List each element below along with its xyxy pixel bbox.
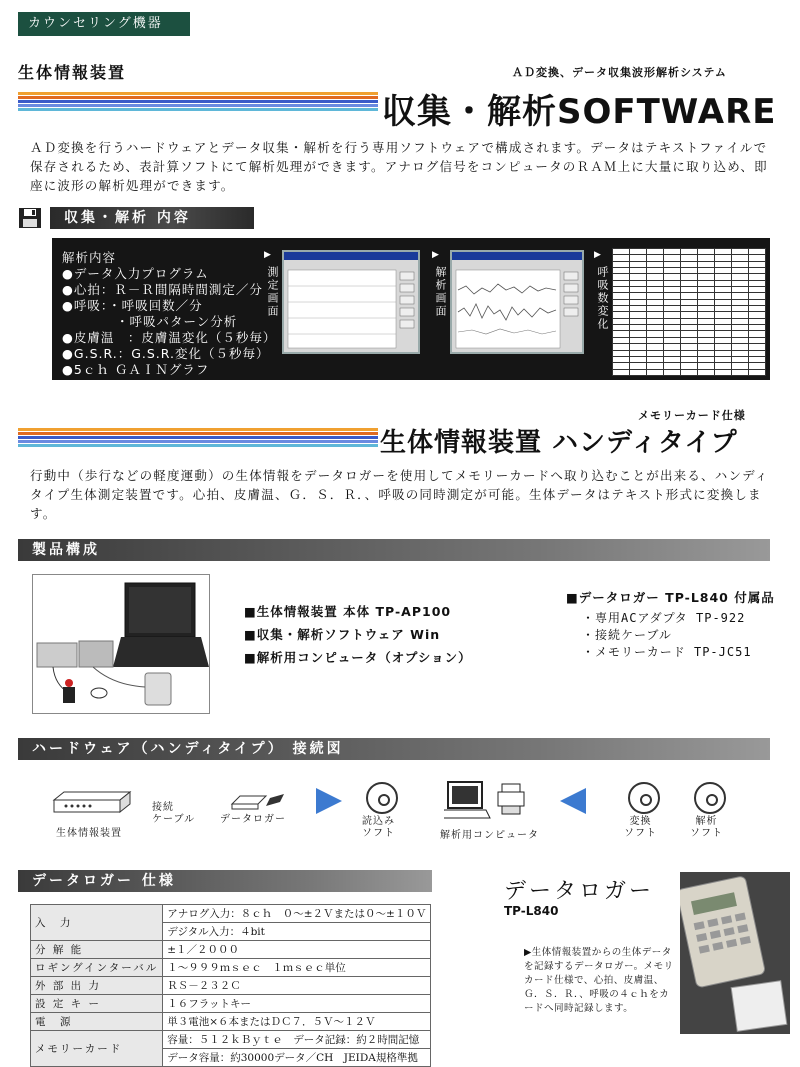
spec-key: 外 部 出 力 (31, 977, 163, 995)
label-resp-change: 呼吸数変化 (596, 266, 609, 331)
spec-value: ＲＳ－２３２Ｃ (163, 977, 431, 995)
play-arrow-icon: ▶ (432, 250, 439, 260)
spec-value: １６フラットキー (163, 995, 431, 1013)
spec-key: 電 源 (31, 1013, 163, 1031)
spec-value: ±１／２０００ (163, 941, 431, 959)
spec-value: アナログ入力：８ｃｈ ０～±２Ｖまたは０～±１０Ｖ (163, 905, 431, 923)
spec-row (31, 1013, 431, 1031)
analysis-list (62, 250, 276, 378)
analysis-screenshot (450, 250, 584, 354)
analysis-list-item: ●呼吸：・呼吸回数／分 (62, 298, 203, 313)
spec-value: デジタル入力：４bit (163, 923, 431, 941)
logger-description: ▶生体情報装置からの生体データを記録するデータロガー。メモリカード仕様で、心拍、皮膚温、Ｇ．Ｓ．Ｒ．、呼吸の４ｃｈをカードへ同時記録します。 (524, 947, 674, 1014)
spec-key: 設 定 キ ー (31, 995, 163, 1013)
read-soft-label: 読込み ソフト (362, 816, 395, 839)
spec-row (31, 959, 431, 977)
section1-tagline: ＡＤ変換、データ収集波形解析システム (512, 66, 727, 79)
spec-value: データ容量：約30000データ／CH JEIDA規格準拠 (163, 1049, 431, 1067)
measure-screenshot (282, 250, 420, 354)
accessory-item: ・メモリーカード TP-JC51 (582, 645, 752, 659)
analysis-list-item: ●皮膚温 ：皮膚温変化（５秒毎） (62, 330, 277, 345)
spec-row (31, 1031, 431, 1049)
convert-soft-label: 変換 ソフト (624, 816, 657, 839)
spec-value: １～９９９ｍｓｅｃ １ｍｓｅｃ単位 (163, 959, 431, 977)
analysis-list-item: ●5ｃｈ ＧＡＩＮグラフ (62, 362, 210, 377)
logger-label: データロガー (220, 814, 286, 825)
label-analysis-screen: 解析画面 (434, 266, 447, 318)
cd-disc-icon (366, 782, 398, 814)
category-tag: カウンセリング機器 (18, 12, 190, 36)
label-measure-screen: 測定画面 (266, 266, 279, 318)
arrow-right-icon (314, 786, 344, 816)
analysis-list-item: ●心拍：Ｒ－Ｒ間隔時間測定／分 (62, 282, 263, 297)
section2-title: 生体情報装置 ハンディタイプ (380, 428, 738, 458)
accessory-list (582, 610, 752, 661)
computer-icon (444, 780, 530, 824)
floppy-disk-icon (18, 207, 42, 229)
spec-key: メモリーカード (31, 1031, 163, 1067)
spec-bar: データロガー 仕様 (18, 870, 432, 892)
logger-photo (680, 872, 790, 1034)
product-item: ■解析用コンピュータ（オプション） (244, 650, 472, 665)
play-arrow-icon: ▶ (594, 250, 601, 260)
section1-description: ＡＤ変換を行うハードウェアとデータ収集・解析を行う専用ソフトウェアで構成されます。データはテキストファイルで保存されるため、表計算ソフトにて解析処理ができます。アナログ信号をコンピュータのＲＡＭ上に大量に取り込め、即座に波形の解析処理ができます。 (30, 140, 768, 193)
analysis-list-item: ●G.S.R.：G.S.R.変化（５秒毎） (62, 346, 270, 361)
play-arrow-icon: ▶ (264, 250, 271, 260)
spec-row (31, 977, 431, 995)
spec-row (31, 905, 431, 923)
logger-title: データロガー (504, 879, 655, 904)
spec-value: 容量：５１２ｋＢｙｔｅ データ記録：約２時間記憶 (163, 1031, 431, 1049)
spec-key: ロギングインターバル (31, 959, 163, 977)
section2-tagline: メモリーカード仕様 (638, 409, 746, 422)
accessory-item: ・接続ケーブル (582, 628, 672, 642)
logger-model: TP-L840 (504, 904, 559, 918)
spec-row (31, 995, 431, 1013)
spec-key: 入 力 (31, 905, 163, 941)
computer-label: 解析用コンピュータ (440, 830, 539, 841)
data-logger-icon (228, 792, 284, 812)
cd-disc-icon (694, 782, 726, 814)
analysis-list-item: 解析内容 (62, 250, 117, 265)
products-list (244, 600, 472, 669)
spec-value: 単３電池×６本またはＤＣ７．５Ｖ～１２Ｖ (163, 1013, 431, 1031)
analysis-soft-label: 解析 ソフト (690, 816, 723, 839)
respiration-table-image (612, 248, 766, 376)
analysis-panel (52, 238, 770, 380)
section2-description: 行動中（歩行などの軽度運動）の生体情報をデータロガーを使用してメモリーカードへ取り込むことが出来る、ハンディタイプ生体測定装置です。心拍、皮膚温、Ｇ．Ｓ．Ｒ．、呼吸の同時測定が可能。生体データはテキスト形式に変換します。 (30, 468, 769, 521)
analysis-list-item: ●データ入力プログラム (62, 266, 209, 281)
device-label: 生体情報装置 (56, 828, 122, 839)
spec-row (31, 941, 431, 959)
device-icon (50, 788, 134, 816)
arrow-left-icon (558, 786, 588, 816)
cd-disc-icon (628, 782, 660, 814)
product-photo (32, 574, 210, 714)
decor-stripes-1 (18, 92, 378, 114)
section1-subtitle: 生体情報装置 (18, 63, 127, 82)
product-item: ■収集・解析ソフトウェア Win (244, 627, 441, 642)
product-bar: 製品構成 (18, 539, 770, 561)
section1-bar: 収集・解析 内容 (50, 207, 254, 229)
decor-stripes-2 (18, 428, 378, 450)
diagram-bar: ハードウェア（ハンディタイプ） 接続図 (18, 738, 770, 760)
analysis-list-item: ・呼吸パターン分析 (62, 314, 238, 329)
spec-key: 分 解 能 (31, 941, 163, 959)
accessory-title: ■データロガー TP-L840 付属品 (566, 590, 775, 605)
accessory-item: ・専用ACアダプタ TP-922 (582, 611, 746, 625)
section1-title: 収集・解析SOFTWARE (382, 92, 777, 132)
product-item: ■生体情報装置 本体 TP-AP100 (244, 604, 452, 619)
cable-label: 接続 ケーブル (152, 802, 196, 825)
